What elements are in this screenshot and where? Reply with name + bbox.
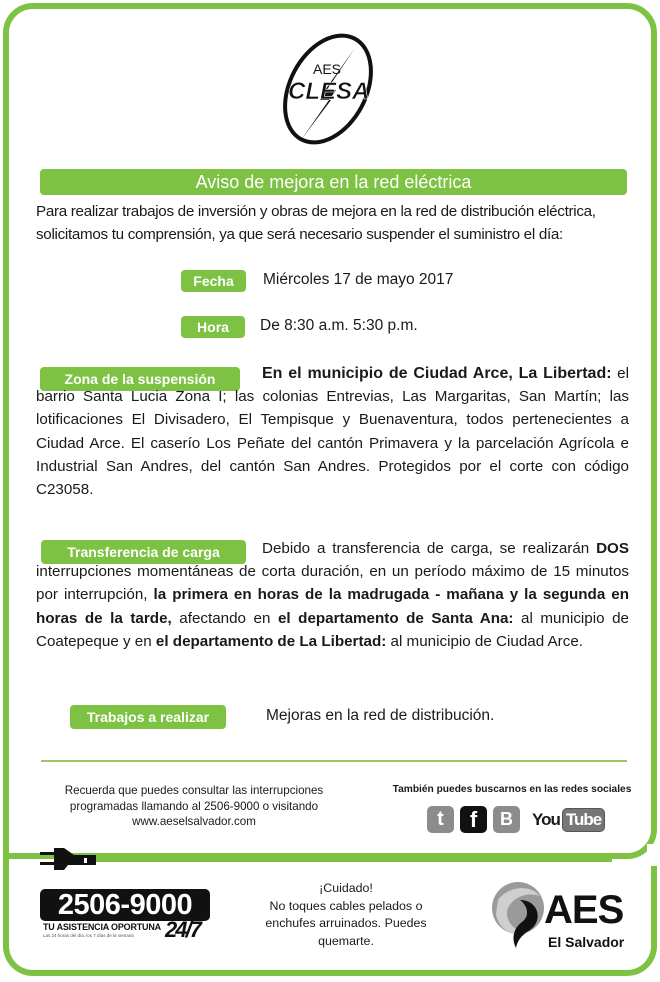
plug-cable-line <box>96 855 612 862</box>
hotline-hours: Las 24 horas del día, los 7 días de la semana <box>43 933 134 938</box>
zona-label: Zona de la suspensión <box>64 371 216 387</box>
trabajos-label: Trabajos a realizar <box>86 709 210 725</box>
hotline-247: 24/7 <box>165 917 200 942</box>
hora-value: De 8:30 a.m. 5:30 p.m. <box>260 317 418 334</box>
hora-label: Hora <box>197 319 229 335</box>
divider <box>41 760 627 762</box>
facebook-icon[interactable]: f <box>460 806 487 833</box>
fecha-label: Fecha <box>193 273 234 289</box>
hotline-tagline: TU ASISTENCIA OPORTUNA <box>43 922 161 932</box>
youtube-icon[interactable]: You Tube <box>532 808 605 832</box>
aes-brand-subtitle: El Salvador <box>548 934 625 950</box>
zona-paragraph <box>36 362 629 501</box>
transferencia-paragraph: Debido a transferencia de carga, se realizarán DOS interrupciones momentáneas de corta duración, en un período máximo de 15 minutos por interrupción, la primera en horas de la madrugada - mañana y la segunda en horas de la tarde, afectando en el departamento de Santa Ana: al municipio de Coatepeque y en el departamento de La Libertad: al municipio de Ciudad Arce. <box>36 540 629 650</box>
trabajos-label-badge <box>70 705 226 729</box>
blogger-icon[interactable]: B <box>493 806 520 833</box>
trabajos-value: Mejoras en la red de distribución. <box>266 707 495 724</box>
transferencia-label: Transferencia de carga <box>67 544 220 560</box>
hotline-number[interactable]: 2506-9000 <box>40 889 210 921</box>
website-link[interactable]: www.aeselsalvador.com <box>132 815 256 828</box>
consult-text: Recuerda que puedes consultar las interrupciones programadas llamando al 2506-9000 o visitando www.aeselsalvador.com <box>36 783 352 830</box>
logo-aes-text: AES <box>313 61 342 77</box>
plug-icon <box>40 846 98 872</box>
notice-title-bar <box>40 169 627 195</box>
fecha-label-badge <box>181 270 246 292</box>
twitter-icon[interactable]: t <box>427 806 454 833</box>
zona-heading: En el municipio de Ciudad Arce, La Libertad: <box>262 365 612 382</box>
social-icons <box>427 806 605 833</box>
logo-clesa-text: CLESA <box>288 78 370 105</box>
aes-clesa-logo <box>273 28 383 150</box>
zona-body: el barrio Santa Lucia Zona I; las colonias Entrevias, Las Margaritas, San Martín; las lotificaciones El Divisadero, El Tempisque y Buenaventura, todos pertenecientes a Ciudad Arce. El caserío Los Peñate del cantón Primavera y la parcelación Agrícola e Industrial San Andres, del cantón San Andres. Protegidos por el corte con código C23058. <box>36 365 629 499</box>
social-caption: También puedes buscarnos en las redes sociales <box>392 784 632 795</box>
notice-title: Aviso de mejora en la red eléctrica <box>195 171 472 192</box>
aes-brand-text: AES <box>544 888 624 932</box>
hora-label-badge <box>181 316 245 338</box>
safety-warning: ¡Cuidado! No toques cables pelados o enchufes arruinados. Puedes quemarte. <box>265 881 427 948</box>
fecha-value: Miércoles 17 de mayo 2017 <box>263 271 454 288</box>
intro-paragraph: Para realizar trabajos de inversión y obras de mejora en la red de distribución eléctrica, solicitamos tu comprensión, ya que será necesario suspender el suministro el día: <box>36 203 596 243</box>
